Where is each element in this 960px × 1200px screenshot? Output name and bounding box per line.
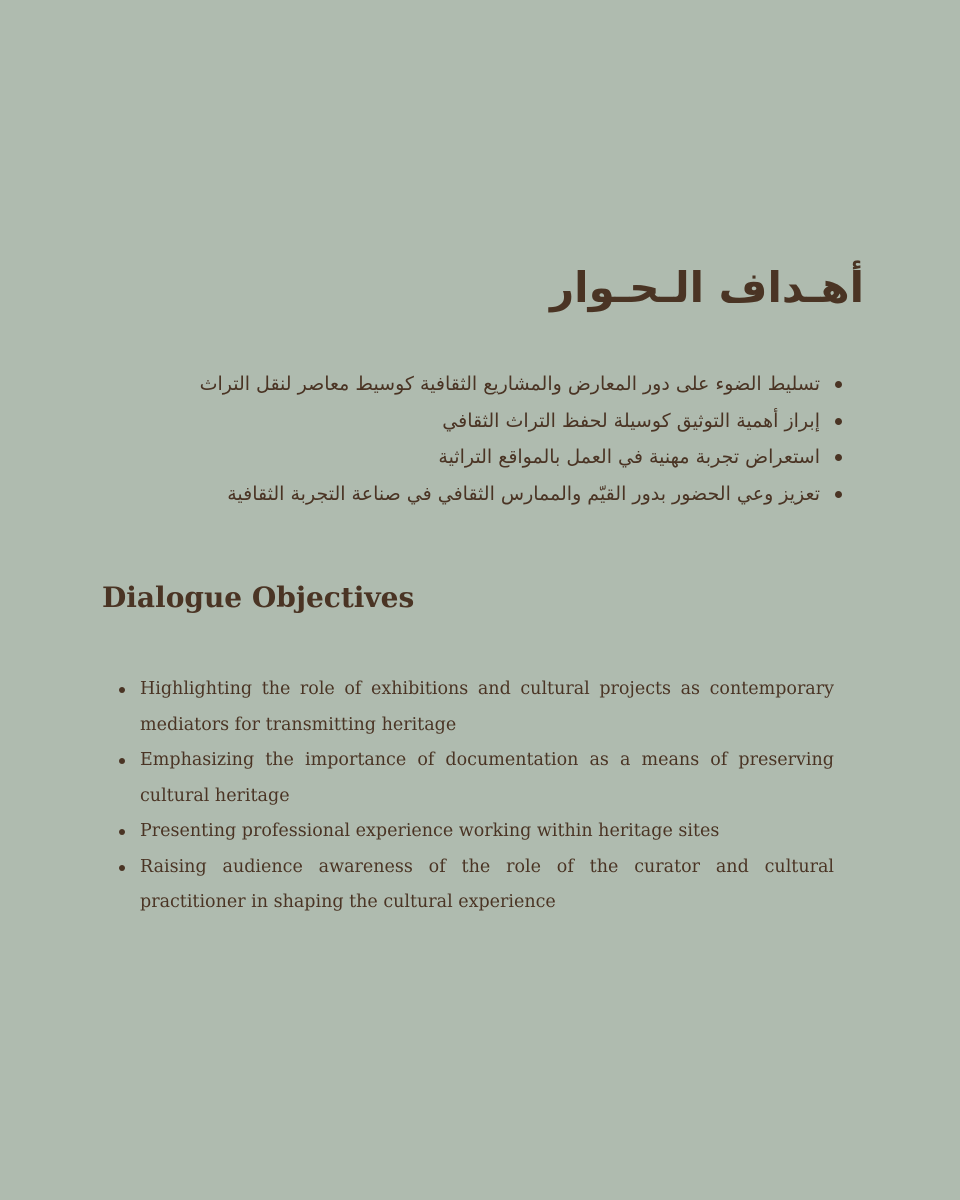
list-item: [140, 672, 834, 743]
list-item-text: إبراز أهمية التوثيق كوسيلة لحفظ التراث الثقافي: [442, 409, 820, 432]
arabic-objectives-list: [200, 366, 842, 512]
list-item-text: Presenting professional experience working within heritage sites: [140, 821, 720, 841]
bullet-icon: [119, 829, 125, 835]
list-item: [140, 743, 834, 814]
english-objectives-list: [140, 672, 834, 921]
bullet-icon: [835, 454, 842, 461]
list-item: [200, 366, 842, 403]
list-item-text: تسليط الضوء على دور المعارض والمشاريع الثقافية كوسيط معاصر لنقل التراث: [199, 373, 820, 395]
bullet-icon: [835, 491, 842, 498]
arabic-title: أهـداف الـحـوار: [550, 263, 864, 312]
bullet-icon: [119, 865, 125, 871]
list-item: [200, 439, 842, 476]
english-title: Dialogue Objectives: [102, 581, 415, 614]
list-item-text: Emphasizing the importance of documentation as a means of preserving cultural heritage: [140, 750, 834, 806]
bullet-icon: [119, 687, 125, 693]
bullet-icon: [835, 381, 842, 388]
bullet-icon: [835, 418, 842, 425]
list-item: [140, 850, 834, 921]
list-item: [200, 476, 842, 513]
list-item-text: Highlighting the role of exhibitions and cultural projects as contemporary mediators for transmitting heritage: [140, 679, 834, 735]
list-item: [200, 403, 842, 440]
bullet-icon: [119, 758, 125, 764]
list-item-text: Raising audience awareness of the role of the curator and cultural practitioner in shaping the cultural experience: [140, 856, 834, 912]
list-item: [140, 814, 834, 850]
list-item-text: استعراض تجربة مهنية في العمل بالمواقع التراثية: [438, 446, 820, 468]
list-item-text: تعزيز وعي الحضور بدور القيّم والممارس الثقافي في صناعة التجربة الثقافية: [227, 482, 820, 505]
